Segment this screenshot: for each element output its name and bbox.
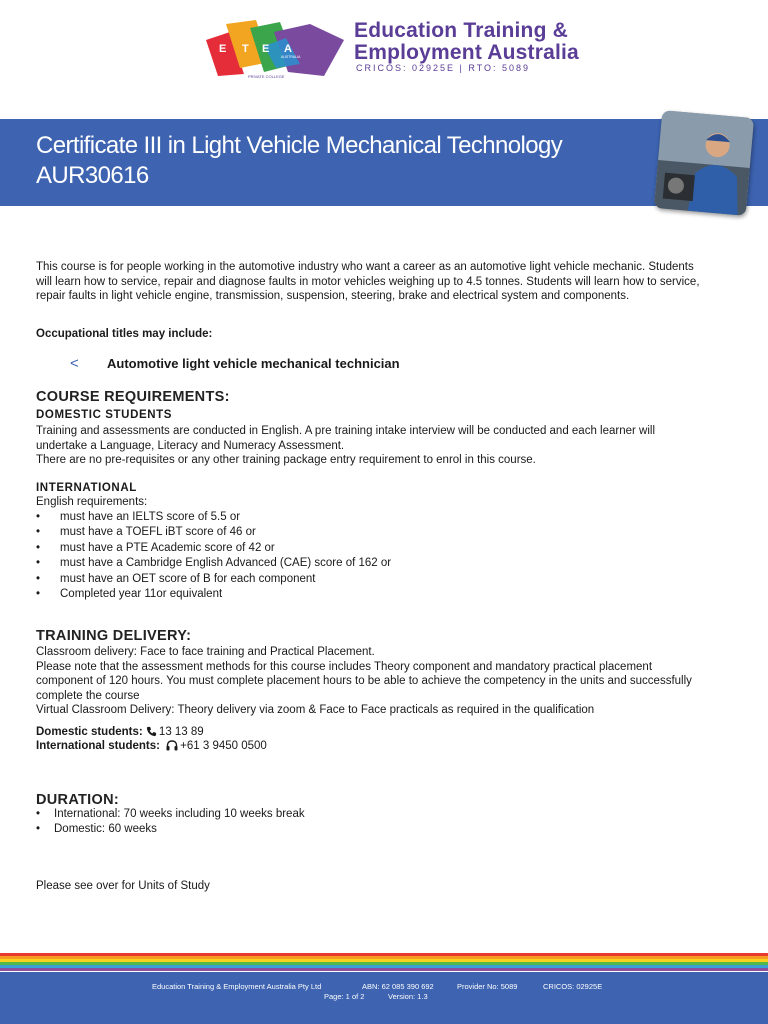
list-item: • must have a Cambridge English Advanced (CAE) score of 162 or <box>36 557 392 569</box>
page-footer <box>0 972 768 1024</box>
international-phone[interactable]: +61 3 9450 0500 <box>180 740 267 752</box>
phone-icon <box>146 726 157 737</box>
domestic-phone[interactable]: 13 13 89 <box>158 725 204 738</box>
footer-abn: ABN: 62 085 390 692 <box>362 982 434 991</box>
duration-heading: DURATION: <box>36 791 119 808</box>
logo-letter: A <box>284 43 292 55</box>
org-name <box>354 20 579 64</box>
list-item: • Completed year 11or equivalent <box>36 588 223 600</box>
list-item: • must have a TOEFL iBT score of 46 or <box>36 526 256 538</box>
domestic-heading: DOMESTIC STUDENTS <box>36 408 173 421</box>
occupation-item <box>36 356 704 372</box>
footer-cricos: CRICOS: 02925E <box>543 982 603 991</box>
occupational-heading: Occupational titles may include: <box>36 327 213 340</box>
delivery-assessment-text: Please note that the assessment methods for this course includes Theory component and mandatory practical placement component of 120 hours. You must complete placement hours to be able to achieve the competency in the units and successfully complete the course <box>36 660 692 702</box>
requirements-heading: COURSE REQUIREMENTS: <box>36 389 230 405</box>
logo-caption: PRIVATE COLLEGE <box>248 74 285 79</box>
delivery-classroom-text: Classroom delivery: Face to face training and Practical Placement. <box>36 646 375 658</box>
footer-company: Education Training & Employment Australia Pty Ltd <box>152 982 322 991</box>
list-item: • must have an IELTS score of 5.5 or <box>36 510 241 523</box>
course-content <box>36 260 704 894</box>
domestic-text: Training and assessments are conducted in English. A pre training intake interview will be conducted and each learner will undertake a Language, Literacy and Numeracy Assessment. <box>36 425 656 452</box>
rainbow-stripes <box>0 953 768 972</box>
list-item: • must have a PTE Academic score of 42 or <box>36 541 275 554</box>
course-title-line1: Certificate III in Light Vehicle Mechanical Technology <box>36 132 563 159</box>
see-over-note: Please see over for Units of Study <box>36 880 210 892</box>
logo-letter: E <box>219 43 227 55</box>
org-codes: CRICOS: 02925E | RTO: 5089 <box>356 63 531 73</box>
course-code: AUR30616 <box>36 162 149 189</box>
logo-letter: E <box>262 43 270 55</box>
mechanic-photo <box>654 110 754 216</box>
delivery-heading: TRAINING DELIVERY: <box>36 627 192 644</box>
logo-small-word: AUSTRALIA <box>281 55 301 59</box>
org-name-line2: Employment Australia <box>354 41 579 64</box>
logo-letter: T <box>242 43 249 55</box>
occupation-label: Automotive light vehicle mechanical technician <box>107 356 400 371</box>
stripe-purple <box>0 968 768 971</box>
mechanic-photo-image <box>654 110 754 216</box>
list-item: • International: 70 weeks including 10 weeks break <box>36 808 305 820</box>
intro-paragraph: This course is for people working in the automotive industry who want a career as an automotive light vehicle mechanic. Students will learn how to service, repair and diagnose faults in motor vehicles weighing up to 4.5 tonnes. Students will learn how to service, repair faults in light vehicle engine, transmission, suspension, steering, brake and electrical system and components. <box>36 261 700 302</box>
english-requirements-label: English requirements: <box>36 496 148 508</box>
footer-provider: Provider No: 5089 <box>457 982 518 991</box>
footer-page: Page: 1 of 2 <box>324 992 365 1001</box>
org-logo <box>204 18 636 80</box>
domestic-prereq-text: There are no pre-requisites or any other training package entry requirement to enrol in this course. <box>36 454 536 466</box>
list-item: • must have an OET score of B for each component <box>36 572 316 585</box>
title-banner <box>0 119 768 206</box>
delivery-virtual-text: Virtual Classroom Delivery: Theory delivery via zoom & Face to Face practicals as required in the qualification <box>36 704 595 716</box>
list-item: • Domestic: 60 weeks <box>36 822 157 835</box>
international-contact <box>36 739 704 754</box>
duration-list <box>36 807 704 836</box>
english-requirements-list <box>36 510 704 603</box>
course-title <box>36 131 562 191</box>
occupation-bullet: < <box>70 355 79 372</box>
org-name-line1: Education Training & <box>354 19 569 42</box>
international-contact-label: International students: <box>36 740 160 752</box>
headset-icon <box>166 740 178 751</box>
etea-logo-icon <box>204 18 344 80</box>
domestic-contact-label: Domestic students: <box>36 725 143 738</box>
domestic-contact <box>36 725 704 740</box>
footer-version: Version: 1.3 <box>388 992 428 1001</box>
international-heading: INTERNATIONAL <box>36 481 137 494</box>
